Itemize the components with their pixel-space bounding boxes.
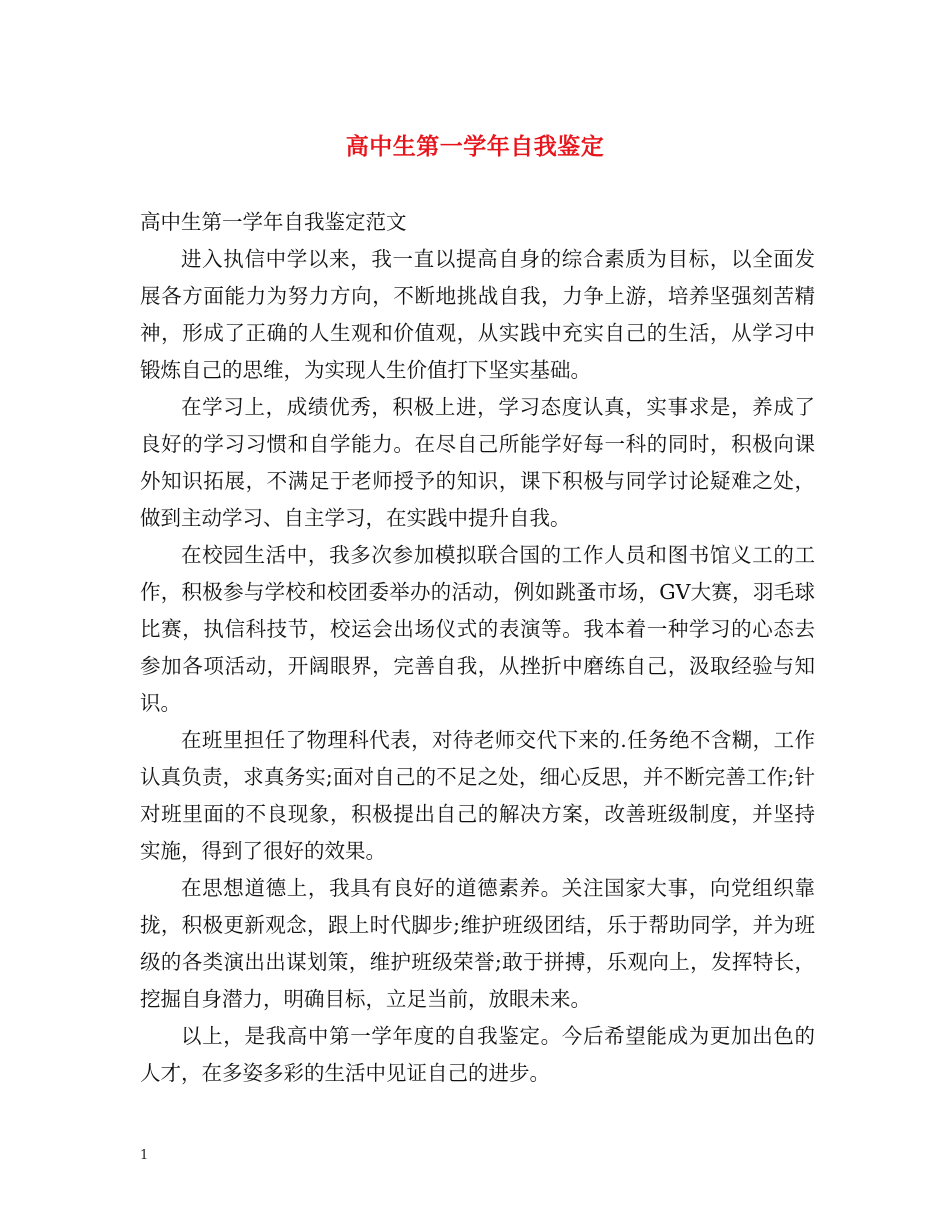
document-subtitle: 高中生第一学年自我鉴定范文 xyxy=(140,210,407,234)
paragraph-conclusion: 以上，是我高中第一学年度的自我鉴定。今后希望能成为更加出色的人才，在多姿多彩的生活中见证自己的进步。 xyxy=(140,1024,815,1085)
paragraph-intro: 进入执信中学以来，我一直以提高自身的综合素质为目标，以全面发展各方面能力为努力方向，不断地挑战自我，力争上游，培养坚强刻苦精神，形成了正确的人生观和价值观，从实践中充实自己的生活，从学习中锻炼自己的思维，为实现人生价值打下坚实基础。 xyxy=(140,247,815,382)
paragraph-study: 在学习上，成绩优秀，积极上进，学习态度认真，实事求是，养成了良好的学习习惯和自学能力。在尽自己所能学好每一科的同时，积极向课外知识拓展，不满足于老师授予的知识，课下积极与同学讨论疑难之处，做到主动学习、自主学习，在实践中提升自我。 xyxy=(140,395,815,530)
paragraph-class-duty: 在班里担任了物理科代表，对待老师交代下来的.任务绝不含糊，工作认真负责，求真务实;面对自己的不足之处，细心反思，并不断完善工作;针对班里面的不良现象，积极提出自己的解决方案，改善班级制度，并坚持实施，得到了很好的效果。 xyxy=(140,728,815,863)
document-body xyxy=(140,204,815,1092)
document-title: 高中生第一学年自我鉴定 xyxy=(345,133,605,160)
page-number: 1 xyxy=(140,1148,149,1163)
paragraph-campus-life: 在校园生活中，我多次参加模拟联合国的工作人员和图书馆义工的工作，积极参与学校和校团委举办的活动，例如跳蚤市场，GV大赛，羽毛球比赛，执信科技节，校运会出场仪式的表演等。我本着一种学习的心态去参加各项活动，开阔眼界，完善自我，从挫折中磨练自己，汲取经验与知识。 xyxy=(140,543,815,715)
paragraph-morality: 在思想道德上，我具有良好的道德素养。关注国家大事，向党组织靠拢，积极更新观念，跟上时代脚步;维护班级团结，乐于帮助同学，并为班级的各类演出出谋划策，维护班级荣誉;敢于拼搏，乐观向上，发挥特长，挖掘自身潜力，明确目标，立足当前，放眼未来。 xyxy=(140,876,815,1011)
